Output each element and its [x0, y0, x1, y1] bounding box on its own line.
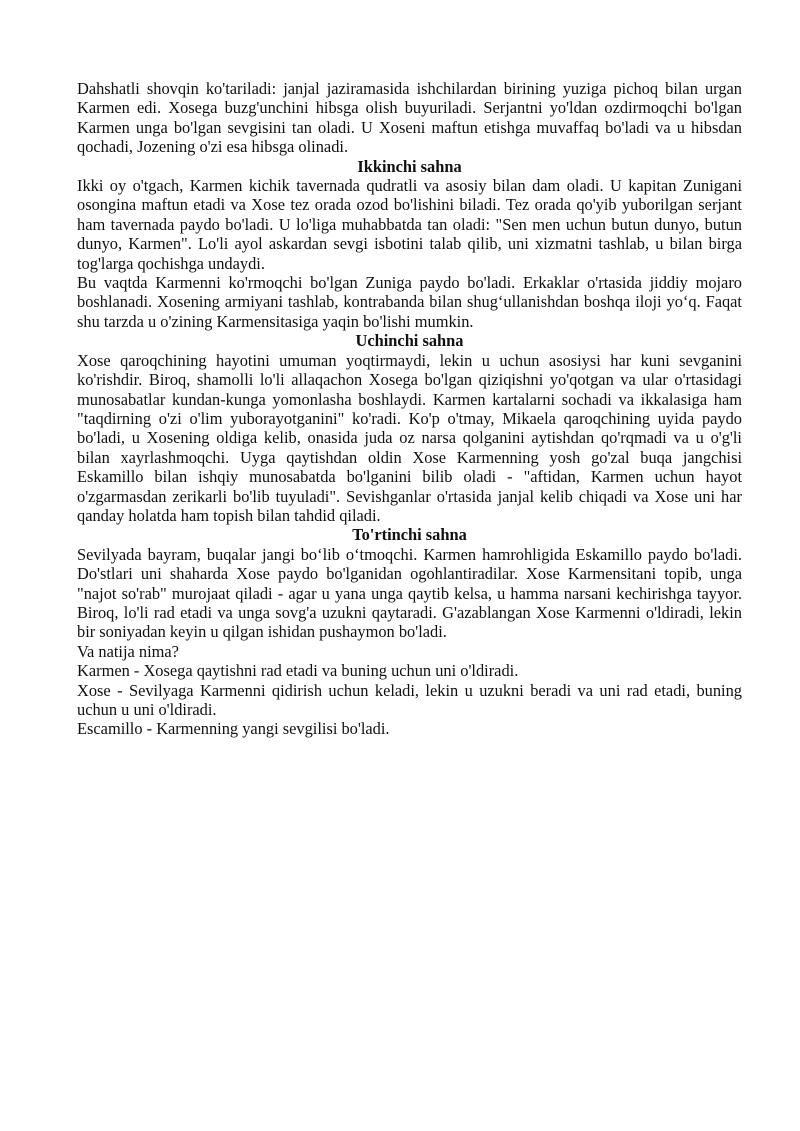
- answer-xose: Xose - Sevilyaga Karmenni qidirish uchun keladi, lekin u uzukni beradi va uni rad etadi, buning uchun u uni o'ldiradi.: [77, 680, 742, 719]
- heading-scene-two: Ikkinchi sahna: [357, 156, 462, 176]
- paragraph-zuniga: Bu vaqtda Karmenni ko'rmoqchi bo'lgan Zuniga paydo bo'ladi. Erkaklar o'rtasida jiddiy mojaro boshlanadi. Xosening armiyani tashlab, kontrabanda bilan shug‘ullanishdan boshqa iloji yo‘q. Faqat shu tarzda u o'zining Karmensitasiga yaqin bo'lishi mumkin.: [77, 273, 742, 331]
- paragraph-tavern: Ikki oy o'tgach, Karmen kichik tavernada qudratli va asosiy bilan dam oladi. U kapitan Zunigani osongina maftun etadi va Xose tez orada ozod bo'lishini biladi. Tez orada qo'yib yuborilgan serjant ham tavernada paydo bo'ladi. U lo'liga muhabbatda tan oladi: "Sen men uchun butun dunyo, butun dunyo, Karmen". Lo'li ayol askardan sevgi isbotini talab qilib, uni xizmatni tashlab, u bilan birga tog'larga qochishga undaydi.: [77, 176, 742, 273]
- document-page: [77, 79, 742, 739]
- paragraph-seville: Sevilyada bayram, buqalar jangi bo‘lib o‘tmoqchi. Karmen hamrohligida Eskamillo paydo bo'ladi. Do'stlari uni shaharda Xose paydo bo'lganidan ogohlantiradilar. Xose Karmensitani topib, unga "najot so'rab" murojaat qiladi - agar u yana unga qaytib kelsa, u hamma narsani kechirishga tayyor. Biroq, lo'li rad etadi va unga sovg'a uzukni qaytaradi. G'azablangan Xose Karmenni o'ldiradi, lekin bir soniyadan keyin u qilgan ishidan pushaymon bo'ladi.: [77, 544, 742, 642]
- answer-escamillo: Escamillo - Karmenning yangi sevgilisi bo'ladi.: [77, 719, 390, 739]
- answer-karmen: Karmen - Xosega qaytishni rad etadi va buning uchun uni o'ldiradi.: [77, 661, 519, 681]
- heading-scene-four: To'rtinchi sahna: [352, 525, 467, 545]
- question-result: Va natija nima?: [77, 641, 179, 661]
- paragraph-arrest: Dahshatli shovqin ko'tariladi: janjal jaziramasida ishchilardan birining yuziga pichoq bilan urgan Karmen edi. Xosega buzg'unchini hibsga olish buyuriladi. Serjantni yo'ldan ozdirmoqchi bo'lgan Karmen unga bo'lgan sevgisini tan oladi. U Xoseni maftun etishga muvaffaq bo'ladi va u hibsdan qochadi, Jozening o'zi esa hibsga olinadi.: [77, 79, 742, 157]
- heading-scene-three: Uchinchi sahna: [355, 331, 464, 351]
- paragraph-smugglers: Xose qaroqchining hayotini umuman yoqtirmaydi, lekin u uchun asosiysi har kuni sevganini ko'rishdir. Biroq, shamolli lo'li allaqachon Xosega bo'lgan qiziqishni yo'qotgan va ular o'rtasidagi munosabatlar kundan-kunga yomonlasha boshlaydi. Karmen kartalarni sochadi va ikkalasiga ham "taqdirning o'zi o'lim yuborayotganini" ko'radi. Ko'p o'tmay, Mikaela qaroqchining uyida paydo bo'ladi, u Xosening oldiga kelib, onasida juda oz narsa qolganini aytishdan qo'rqmadi va u o'g'li bilan xayrlashmoqchi. Uyga qaytishdan oldin Xose Karmenning yosh go'zal buqa jangchisi Eskamillo bilan ishqiy munosabatda bo'lganini bilib oladi - "aftidan, Karmen uchun hayot o'zgarmasdan zerikarli bo'lib tuyuladi". Sevishganlar o'rtasida janjal kelib chiqadi va Xose uni har qanday holatda ham topish bilan tahdid qiladi.: [77, 350, 742, 525]
